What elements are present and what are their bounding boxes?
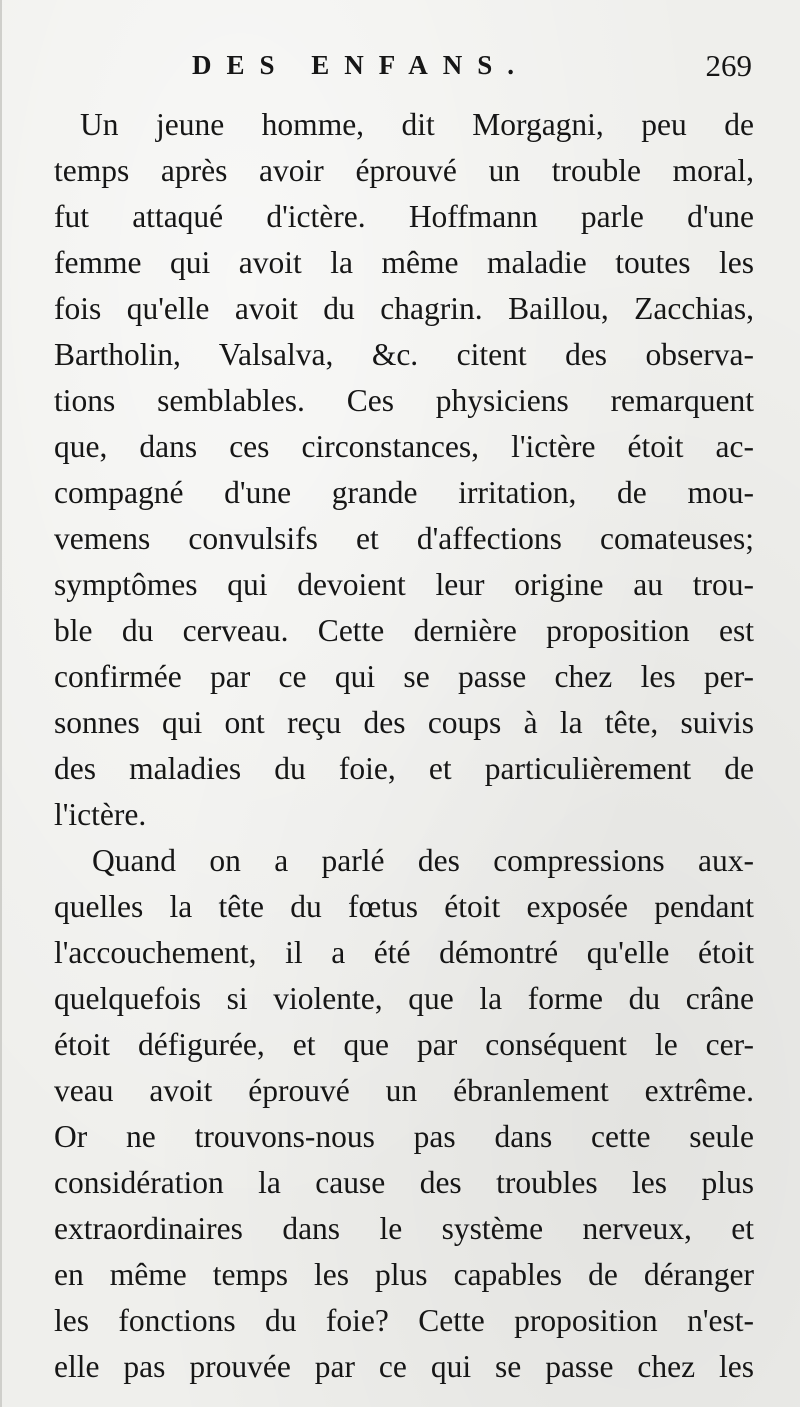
text-line: extraordinaires dans le système nerveux, et [54,1211,754,1246]
text-line: l'accouchement, il a été démontré qu'elle étoit [54,935,754,970]
text-line: ble du cerveau. Cette dernière proposition est [54,613,754,648]
text-line: Or ne trouvons-nous pas dans cette seule [54,1119,754,1154]
text-line: veau avoit éprouvé un ébranlement extrême. [54,1073,754,1108]
paragraph [54,838,754,1390]
text-line: que, dans ces circonstances, l'ictère étoit ac- [54,429,754,464]
running-head [62,50,752,90]
text-line: tions semblables. Ces physiciens remarquent [54,383,754,418]
text-line: considération la cause des troubles les plus [54,1165,754,1200]
text-line: des maladies du foie, et particulièrement de [54,751,754,786]
text-line: Bartholin, Valsalva, &c. citent des observa- [54,337,754,372]
paragraph [54,102,754,838]
text-line: en même temps les plus capables de déranger [54,1257,754,1292]
text-line: l'ictère. [54,797,147,832]
text-line: fut attaqué d'ictère. Hoffmann parle d'une [54,199,754,234]
text-line: confirmée par ce qui se passe chez les per- [54,659,754,694]
text-line: quelquefois si violente, que la forme du crâne [54,981,754,1016]
page-number: 269 [705,48,752,83]
text-line: étoit défigurée, et que par conséquent le cer- [54,1027,754,1062]
text-line: temps après avoir éprouvé un trouble moral, [54,153,754,188]
text-line: quelles la tête du fœtus étoit exposée pendant [54,889,754,924]
text-line: Quand on a parlé des compressions aux- [92,843,754,878]
text-line: vemens convulsifs et d'affections comateuses; [54,521,754,556]
text-line: elle pas prouvée par ce qui se passe chez les [54,1349,754,1384]
text-line: femme qui avoit la même maladie toutes les [54,245,754,280]
text-line: fois qu'elle avoit du chagrin. Baillou, Zacchias, [54,291,754,326]
text-line: symptômes qui devoient leur origine au trou- [54,567,754,602]
text-line: sonnes qui ont reçu des coups à la tête, suivis [54,705,754,740]
text-line: les fonctions du foie? Cette proposition n'est- [54,1303,754,1338]
running-title: DES ENFANS. [192,50,530,80]
body-text [54,102,754,1390]
text-line: compagné d'une grande irritation, de mou- [54,475,754,510]
text-line: Un jeune homme, dit Morgagni, peu de [80,107,754,142]
